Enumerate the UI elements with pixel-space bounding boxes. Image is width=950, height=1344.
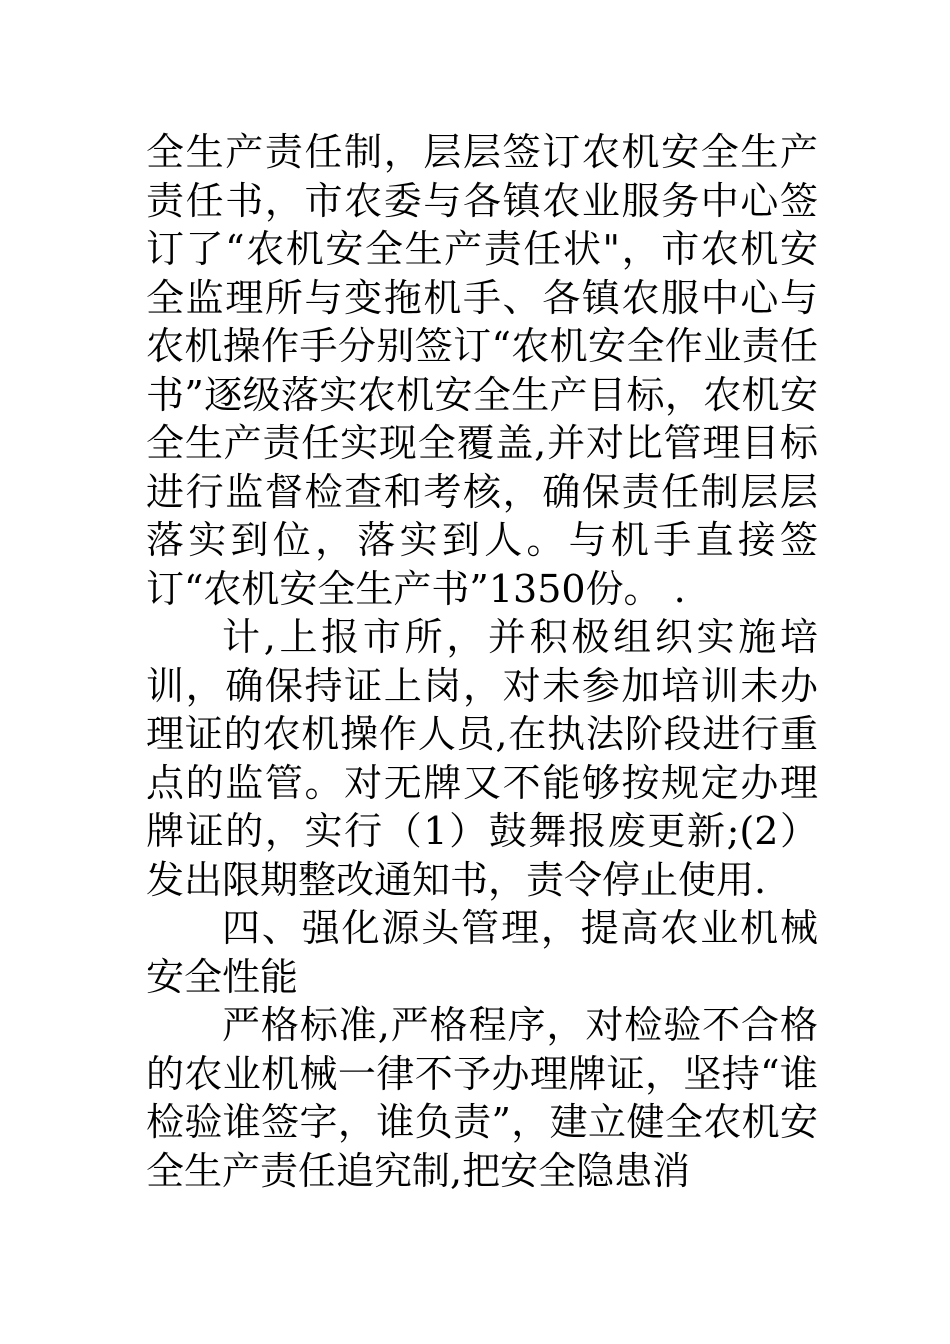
section-heading-source-management: 四、强化源头管理，提高农业机械安全性能 bbox=[146, 906, 818, 999]
document-body bbox=[146, 128, 818, 1195]
paragraph-responsibility-system: 全生产责任制，层层签订农机安全生产责任书，市农委与各镇农业服务中心签订了“农机安全生产责任状"，市农机安全监理所与变拖机手、各镇农服中心与农机操作手分别签订“农机安全作业责任书”逐级落实农机安全生产目标，农机安全生产责任实现全覆盖,并对比管理目标进行监督检查和考核，确保责任制层层落实到位，落实到人。与机手直接签订“农机安全生产书”1350份。 . bbox=[146, 130, 818, 611]
paragraph-training-supervision: 计,上报市所，并积极组织实施培训，确保持证上岗，对未参加培训未办理证的农机操作人员,在执法阶段进行重点的监管。对无牌又不能够按规定办理牌证的，实行（1）鼓舞报废更新;(2）发出限期整改通知书，责令停止使用. bbox=[146, 615, 818, 902]
paragraph-inspection-standards: 严格标准,严格程序，对检验不合格的农业机械一律不予办理牌证，坚持“谁检验谁签字，谁负责”，建立健全农机安全生产责任追究制,把安全隐患消 bbox=[146, 1003, 818, 1193]
